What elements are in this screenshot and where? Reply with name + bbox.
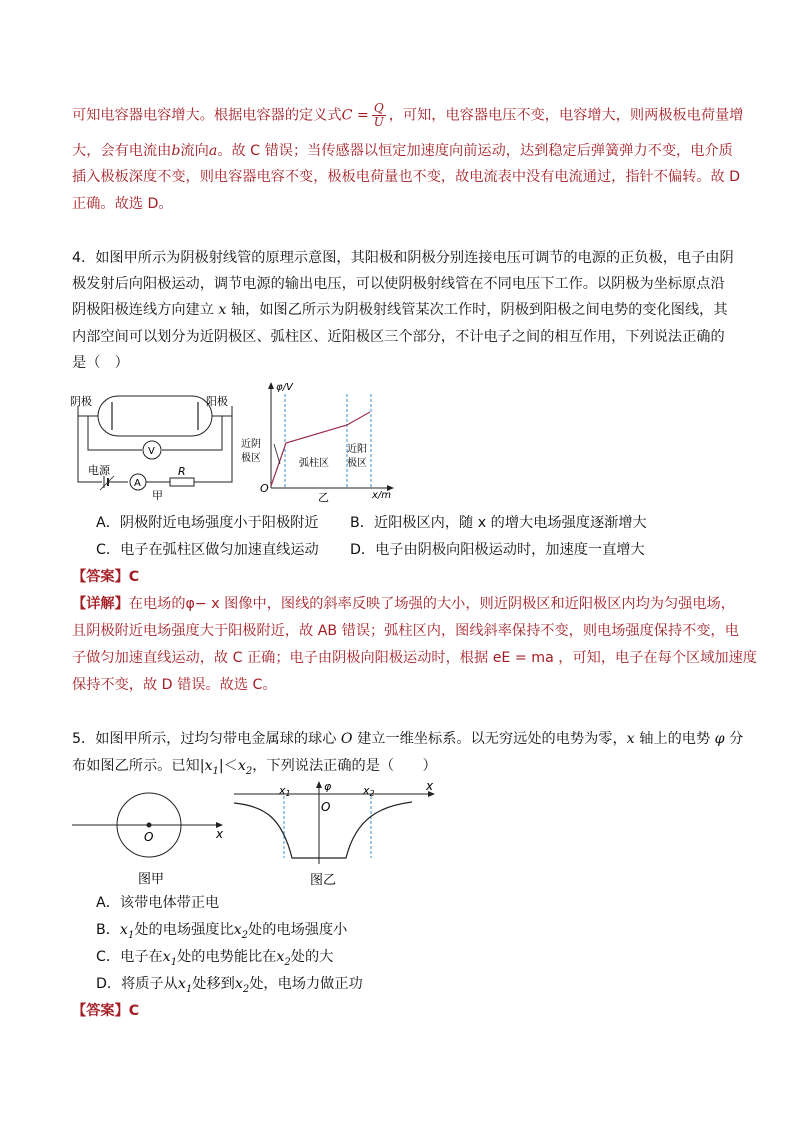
cathode-label: 阴极 xyxy=(70,395,92,408)
q4-explanation-1: 【详解】在电场的φ− x 图像中，图线的斜率反映了场强的大小，则近阴极区和近阳极区内均为匀强电场， xyxy=(72,596,735,612)
svg-text:φ: φ xyxy=(324,780,332,793)
q4-stem-3: 阴极阳极连线方向建立 x 轴，如图乙所示为阴极射线管某次工作时，阴极到阳极之间电势的变化图线，其 xyxy=(72,302,728,318)
svg-text:R: R xyxy=(178,465,186,478)
q4-explanation-4: 保持不变，故 D 错误。故选 C。 xyxy=(72,677,277,693)
svg-text:x2: x2 xyxy=(363,784,375,798)
q4-option-a[interactable]: A．阴极附近电场强度小于阳极附近 xyxy=(96,515,319,531)
q4-explanation-3: 子做匀加速直线运动，故 C 正确；电子由阴极向阳极运动时，根据 eE = ma ，可知，电子在每个区域加速度 xyxy=(72,650,757,666)
svg-text:x: x xyxy=(426,779,434,793)
q4-figure-yi xyxy=(236,380,402,502)
q4-option-b[interactable]: B．近阳极区内，随 x 的增大电场强度逐渐增大 xyxy=(350,515,647,531)
q5-stem-2: 布如图乙所示。已知$|x_1|<x_2$，下列说法正确的是（ ） xyxy=(72,758,437,777)
q4-option-d[interactable]: D．电子由阴极向阳极运动时，加速度一直增大 xyxy=(350,542,645,558)
q5-stem-1: 5．如图甲所示，过均匀带电金属球的球心 O 建立一维坐标系。以无穷远处的电势为零，x 轴上的电势 φ 分 xyxy=(72,731,744,747)
svg-text:近阳: 近阳 xyxy=(347,444,367,455)
q5-option-a[interactable]: A．该带电体带正电 xyxy=(96,895,220,911)
figure-yi-caption: 乙 xyxy=(318,491,329,502)
q4-answer: 【答案】C xyxy=(72,569,140,585)
q5-figure-jia xyxy=(68,788,232,888)
capacitance-fraction: $\frac{Q}{U}$ xyxy=(373,101,384,129)
svg-text:x: x xyxy=(216,827,224,841)
svg-text:O: O xyxy=(260,482,269,495)
q3-line-2: 大，会有电流由b流向a。故 C 错误；当传感器以恒定加速度向前运动，达到稳定后弹簧弹力不变，电介质 xyxy=(72,143,733,159)
tube-outline xyxy=(98,396,212,436)
q3-line-3: 插入极板深度不变，则电容器电容不变，极板电荷量也不变，故电流表中没有电流通过，指针不偏转。故 D xyxy=(72,169,741,185)
q3-line-1: 可知电容器电容增大。根据电容器的定义式C = $\frac{Q}{U}$ ，可知，电容器电压不变，电容增大，则两极板电荷量增 xyxy=(72,101,744,129)
svg-text:A: A xyxy=(134,478,141,489)
q5-option-d[interactable]: D．将质子从$x_1$处移到$x_2$处，电场力做正功 xyxy=(96,976,363,995)
q4-stem-5: 是（ ） xyxy=(72,355,129,371)
q5-figure-yi xyxy=(230,778,444,890)
phi-axis-label: φ/V xyxy=(276,382,293,393)
anode-label: 阳极 xyxy=(206,395,228,408)
svg-text:O: O xyxy=(321,800,331,814)
svg-text:弧柱区: 弧柱区 xyxy=(299,458,329,469)
q5-answer: 【答案】C xyxy=(72,1003,140,1019)
svg-text:x1: x1 xyxy=(279,784,291,798)
q5-option-c[interactable]: C．电子在$x_1$处的电势能比在$x_2$处的大 xyxy=(96,949,334,968)
q4-explanation-2: 且阴极附近电场强度大于阳极附近，故 AB 错误；弧柱区内，图线斜率保持不变，则电场强度保持不变，电 xyxy=(72,623,739,639)
q3-line-4: 正确。故选 D。 xyxy=(72,196,173,212)
svg-text:极区: 极区 xyxy=(241,453,261,464)
q4-option-c[interactable]: C．电子在弧柱区做匀加速直线运动 xyxy=(96,542,319,558)
q4-figure-jia xyxy=(66,384,246,502)
svg-text:O: O xyxy=(144,830,154,844)
figure-yi-caption: 图乙 xyxy=(310,873,337,888)
q4-stem-1: 4．如图甲所示为阴极射线管的原理示意图，其阳极和阴极分别连接电压可调节的电源的正负极，电子由阴 xyxy=(72,250,734,266)
svg-text:近阴: 近阴 xyxy=(241,439,261,450)
svg-text:极区: 极区 xyxy=(347,458,367,469)
power-label: 电源 xyxy=(88,464,110,477)
q4-stem-4: 内部空间可以划分为近阴极区、弧柱区、近阳极区三个部分，不计电子之间的相互作用，下列说法正确的 xyxy=(72,329,725,345)
svg-text:V: V xyxy=(148,446,155,457)
figure-jia-caption: 图甲 xyxy=(138,872,165,887)
q4-stem-2: 极发射后向阳极运动，调节电源的输出电压，可以使阴极射线管在不同电压下工作。以阴极为坐标原点沿 xyxy=(72,276,725,292)
x-axis-label: x/m xyxy=(372,490,392,501)
figure-jia-caption: 甲 xyxy=(152,489,163,502)
resistor-icon xyxy=(170,478,194,486)
q5-option-b[interactable]: B．$x_1$处的电场强度比$x_2$处的电场强度小 xyxy=(96,922,348,941)
